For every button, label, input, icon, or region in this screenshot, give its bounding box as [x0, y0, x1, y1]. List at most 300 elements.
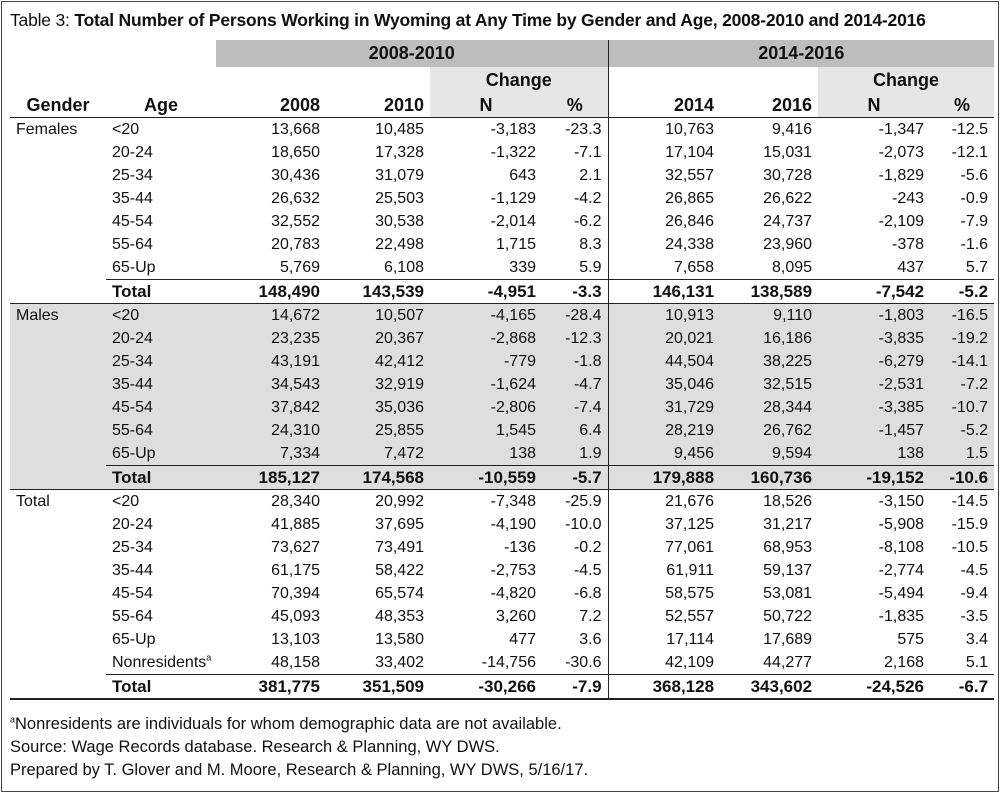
value-cell: 30,436	[271, 167, 320, 184]
value-cell: -10.7	[930, 396, 994, 419]
value-cell: 35,036	[326, 396, 430, 419]
value-cell: -243	[892, 190, 925, 207]
value-cell: 37,125	[665, 516, 715, 533]
value-cell: 6.4	[542, 419, 608, 442]
column-header-2014: 2014	[608, 94, 720, 118]
table-number: Table 3:	[10, 10, 70, 30]
value-cell: 7,472	[326, 442, 430, 466]
total-value-cell: -7,542	[818, 280, 930, 304]
age-cell	[106, 373, 216, 396]
age-cell	[106, 118, 216, 142]
age-label: 35-44	[112, 562, 153, 579]
gender-cell	[10, 210, 106, 233]
value-cell: -3,150	[818, 490, 930, 514]
value-cell: -10.0	[542, 513, 608, 536]
age-label: 55-64	[112, 236, 153, 253]
value-cell: -5.6	[960, 167, 989, 184]
total-value-cell: -6.7	[930, 675, 994, 700]
age-label: 20-24	[112, 330, 153, 347]
value-cell: -2,014	[490, 213, 536, 230]
table-row	[10, 327, 994, 350]
column-header-n: N	[818, 94, 930, 118]
age-label: 55-64	[112, 608, 153, 625]
total-value-cell: 143,539	[326, 280, 430, 304]
value-cell: 32,557	[665, 167, 715, 184]
value-cell: 6,108	[383, 259, 424, 276]
value-cell: -7,348	[430, 490, 542, 514]
total-value-cell: -5.7	[542, 466, 608, 490]
value-cell: -1,835	[878, 608, 925, 625]
age-label: 25-34	[112, 353, 153, 370]
value-cell: 25,503	[375, 190, 424, 207]
source-note: Source: Wage Records database. Research & Planning, WY DWS.	[10, 738, 500, 756]
value-cell: -2,753	[490, 562, 536, 579]
value-cell: 59,137	[763, 562, 813, 579]
value-cell: 33,402	[375, 654, 424, 671]
value-cell: 9,594	[720, 442, 818, 466]
value-cell: -1,129	[490, 190, 536, 207]
gender-cell: Females	[10, 118, 106, 142]
value-cell: 1.5	[930, 442, 994, 466]
age-label: 45-54	[112, 213, 153, 230]
age-label: 45-54	[112, 585, 153, 602]
total-value-cell: 146,131	[608, 280, 720, 304]
value-cell: -3,183	[430, 118, 542, 142]
gender-cell	[10, 256, 106, 280]
value-cell: 20,992	[326, 490, 430, 514]
value-cell: 48,353	[375, 608, 424, 625]
value-cell: 8.3	[542, 233, 608, 256]
total-value-cell: 185,127	[216, 466, 326, 490]
column-header-n: N	[430, 94, 542, 118]
value-cell: -3,835	[818, 327, 930, 350]
footnote-marker: a	[206, 652, 212, 663]
value-cell: 32,515	[720, 373, 818, 396]
table-row	[10, 164, 994, 187]
value-cell: 13,103	[271, 631, 320, 648]
age-label: 55-64	[112, 422, 153, 439]
empty-cell	[10, 466, 106, 490]
gender-cell	[10, 233, 106, 256]
age-cell	[106, 256, 216, 280]
table-row	[10, 141, 994, 164]
value-cell: -1,322	[490, 144, 536, 161]
table-row	[10, 396, 994, 419]
value-cell: -4,190	[490, 516, 536, 533]
value-cell: 437	[897, 259, 925, 276]
value-cell: -779	[430, 350, 542, 373]
value-cell: 5,769	[279, 259, 320, 276]
age-label: 65-Up	[112, 631, 156, 648]
value-cell: 41,885	[271, 516, 320, 533]
age-cell	[106, 327, 216, 350]
age-label: Nonresidents	[112, 654, 207, 671]
value-cell: 61,175	[271, 562, 320, 579]
value-cell: -8,108	[878, 539, 925, 556]
value-cell: 339	[509, 259, 536, 276]
change-header-1: Change	[430, 67, 608, 94]
age-label: <20	[112, 493, 140, 510]
table-row	[10, 118, 994, 142]
total-value-cell: -10,559	[430, 466, 542, 490]
value-cell: 20,367	[326, 327, 430, 350]
value-cell: -4.5	[542, 559, 608, 582]
period-header-2008-2010: 2008-2010	[216, 40, 608, 67]
gender-cell	[10, 373, 106, 396]
value-cell: 3.6	[542, 628, 608, 651]
value-cell: -4.7	[542, 373, 608, 396]
value-cell: 22,498	[375, 236, 424, 253]
period-header-2014-2016: 2014-2016	[608, 40, 994, 67]
prepared-by-note: Prepared by T. Glover and M. Moore, Research & Planning, WY DWS, 5/16/17.	[10, 761, 589, 779]
total-value-cell: 351,509	[326, 675, 430, 700]
value-cell: 58,422	[375, 562, 424, 579]
value-cell: 23,960	[763, 236, 813, 253]
value-cell: 35,046	[608, 373, 720, 396]
gender-cell	[10, 164, 106, 187]
value-cell: 70,394	[271, 585, 320, 602]
value-cell: -12.3	[542, 327, 608, 350]
value-cell: 25,855	[326, 419, 430, 442]
value-cell: 18,526	[720, 490, 818, 514]
value-cell: -12.5	[930, 118, 994, 142]
total-value-cell: -24,526	[818, 675, 930, 700]
value-cell: 77,061	[665, 539, 715, 556]
gender-cell	[10, 628, 106, 651]
value-cell: -1.8	[542, 350, 608, 373]
total-value-cell: 160,736	[720, 466, 818, 490]
value-cell: 24,338	[665, 236, 715, 253]
value-cell: -2,531	[818, 373, 930, 396]
value-cell: 32,919	[326, 373, 430, 396]
age-cell	[106, 513, 216, 536]
footnote-a	[10, 713, 588, 736]
value-cell: -1,347	[818, 118, 930, 142]
table-title-text: Total Number of Persons Working in Wyoming at Any Time by Gender and Age, 2008-2010 and 2014-2016	[74, 10, 926, 30]
age-label: <20	[112, 121, 140, 138]
value-cell: -23.3	[542, 118, 608, 142]
value-cell: -15.9	[951, 516, 989, 533]
age-label: 45-54	[112, 399, 153, 416]
header-spacer	[10, 67, 430, 94]
total-value-cell: 174,568	[326, 466, 430, 490]
value-cell: -0.2	[542, 536, 608, 559]
column-header-2010: 2010	[326, 94, 430, 118]
value-cell: 48,158	[271, 654, 320, 671]
value-cell: 3.4	[965, 631, 989, 648]
value-cell: -7.4	[542, 396, 608, 419]
value-cell: 7,658	[673, 259, 715, 276]
value-cell: 30,728	[763, 167, 813, 184]
value-cell: 10,913	[608, 304, 720, 328]
value-cell: 477	[509, 631, 536, 648]
value-cell: 20,783	[271, 236, 320, 253]
gender-cell: Males	[10, 304, 106, 328]
gender-cell: Total	[10, 490, 106, 514]
age-cell	[106, 233, 216, 256]
age-cell	[106, 628, 216, 651]
change-header-2: Change	[818, 67, 994, 94]
period-header-row	[10, 40, 994, 67]
value-cell: -1,829	[878, 167, 925, 184]
value-cell: 5.1	[965, 654, 989, 671]
age-label: 35-44	[112, 190, 153, 207]
value-cell: 42,412	[326, 350, 430, 373]
value-cell: 14,672	[216, 304, 326, 328]
age-cell	[106, 396, 216, 419]
age-cell	[106, 442, 216, 466]
value-cell: 2,168	[883, 654, 925, 671]
age-label: 25-34	[112, 167, 153, 184]
value-cell: -378	[892, 236, 925, 253]
value-cell: -4,820	[490, 585, 536, 602]
column-header-age: Age	[106, 94, 216, 118]
column-header-pct: %	[542, 94, 608, 118]
age-cell	[106, 187, 216, 210]
age-cell	[106, 536, 216, 559]
value-cell: 30,538	[375, 213, 424, 230]
table-title	[10, 10, 926, 31]
value-cell: -6.8	[542, 582, 608, 605]
value-cell: 7.2	[542, 605, 608, 628]
age-cell	[106, 210, 216, 233]
value-cell: 26,762	[720, 419, 818, 442]
age-label: 20-24	[112, 144, 153, 161]
value-cell: -6,279	[818, 350, 930, 373]
value-cell: 9,456	[608, 442, 720, 466]
total-label: Total	[106, 675, 216, 700]
value-cell: 45,093	[271, 608, 320, 625]
header-spacer	[10, 40, 216, 67]
value-cell: -12.1	[951, 144, 989, 161]
value-cell: -1,457	[818, 419, 930, 442]
value-cell: -10.5	[951, 539, 989, 556]
value-cell: -7.9	[960, 213, 989, 230]
value-cell: 34,543	[216, 373, 326, 396]
value-cell: -14.5	[930, 490, 994, 514]
value-cell: 9,110	[720, 304, 818, 328]
value-cell: 26,846	[665, 213, 715, 230]
gender-cell	[10, 419, 106, 442]
empty-cell	[10, 280, 106, 304]
value-cell: 10,763	[608, 118, 720, 142]
value-cell: 32,552	[271, 213, 320, 230]
footnote-marker: a	[10, 714, 16, 725]
total-value-cell: -7.9	[542, 675, 608, 700]
value-cell: 15,031	[763, 144, 813, 161]
value-cell: 16,186	[720, 327, 818, 350]
value-cell: 13,668	[216, 118, 326, 142]
value-cell: 21,676	[608, 490, 720, 514]
total-row	[10, 675, 994, 700]
value-cell: 31,217	[763, 516, 813, 533]
age-cell	[106, 141, 216, 164]
value-cell: 1,715	[495, 236, 536, 253]
value-cell: -3,385	[818, 396, 930, 419]
total-value-cell: 138,589	[720, 280, 818, 304]
age-label: 65-Up	[112, 445, 156, 462]
data-table	[10, 40, 994, 700]
value-cell: 9,416	[720, 118, 818, 142]
age-label: 35-44	[112, 376, 153, 393]
age-cell	[106, 304, 216, 328]
total-value-cell: 368,128	[608, 675, 720, 700]
header-spacer	[608, 67, 818, 94]
value-cell: 38,225	[720, 350, 818, 373]
value-cell: 65,574	[375, 585, 424, 602]
value-cell: 7,334	[216, 442, 326, 466]
total-value-cell: -30,266	[430, 675, 542, 700]
column-header-pct: %	[930, 94, 994, 118]
age-cell	[106, 559, 216, 582]
value-cell: -30.6	[542, 651, 608, 675]
value-cell: 24,310	[216, 419, 326, 442]
value-cell: 42,109	[665, 654, 715, 671]
value-cell: 2.1	[542, 164, 608, 187]
table-row	[10, 210, 994, 233]
gender-cell	[10, 513, 106, 536]
gender-cell	[10, 442, 106, 466]
table-row	[10, 536, 994, 559]
table-row	[10, 651, 994, 675]
table-row	[10, 350, 994, 373]
value-cell: -5,908	[878, 516, 925, 533]
table-frame	[1, 1, 999, 792]
value-cell: -2,806	[430, 396, 542, 419]
value-cell: 5.9	[542, 256, 608, 280]
value-cell: -25.9	[542, 490, 608, 514]
value-cell: -4.2	[542, 187, 608, 210]
value-cell: 28,340	[216, 490, 326, 514]
value-cell: 17,114	[666, 631, 715, 648]
gender-cell	[10, 559, 106, 582]
gender-cell	[10, 350, 106, 373]
column-header-2008: 2008	[216, 94, 326, 118]
value-cell: 8,095	[771, 259, 813, 276]
value-cell: -5.2	[930, 419, 994, 442]
table-row	[10, 304, 994, 328]
total-value-cell: 381,775	[216, 675, 326, 700]
value-cell: 28,219	[608, 419, 720, 442]
value-cell: 1,545	[430, 419, 542, 442]
total-value-cell: -10.6	[930, 466, 994, 490]
total-value-cell: -5.2	[930, 280, 994, 304]
value-cell: 3,260	[495, 608, 536, 625]
total-value-cell: 343,602	[720, 675, 818, 700]
gender-cell	[10, 651, 106, 675]
age-label: 65-Up	[112, 259, 156, 276]
table-row	[10, 442, 994, 466]
value-cell: 31,729	[608, 396, 720, 419]
total-label: Total	[106, 280, 216, 304]
table-row	[10, 490, 994, 514]
value-cell: -7.1	[542, 141, 608, 164]
value-cell: 73,627	[271, 539, 320, 556]
table-row	[10, 628, 994, 651]
table-row	[10, 187, 994, 210]
value-cell: -1,803	[818, 304, 930, 328]
age-label: 20-24	[112, 516, 153, 533]
value-cell: 37,842	[216, 396, 326, 419]
value-cell: 53,081	[763, 585, 813, 602]
value-cell: 50,722	[763, 608, 813, 625]
gender-cell	[10, 605, 106, 628]
value-cell: -6.2	[542, 210, 608, 233]
gender-cell	[10, 187, 106, 210]
value-cell: -2,073	[878, 144, 925, 161]
value-cell: 37,695	[375, 516, 424, 533]
value-cell: -2,774	[878, 562, 925, 579]
value-cell: -136	[503, 539, 536, 556]
value-cell: 138	[430, 442, 542, 466]
value-cell: -1,624	[430, 373, 542, 396]
value-cell: -4.5	[960, 562, 989, 579]
total-value-cell: 148,490	[216, 280, 326, 304]
value-cell: -4,165	[430, 304, 542, 328]
value-cell: 23,235	[216, 327, 326, 350]
column-header-2016: 2016	[720, 94, 818, 118]
age-cell	[106, 490, 216, 514]
gender-cell	[10, 582, 106, 605]
value-cell: 31,079	[375, 167, 424, 184]
value-cell: -2,109	[878, 213, 925, 230]
age-cell	[106, 605, 216, 628]
age-label: <20	[112, 307, 140, 324]
footnotes	[10, 713, 588, 782]
gender-cell	[10, 396, 106, 419]
table-row	[10, 256, 994, 280]
table-body	[10, 118, 994, 700]
table-row	[10, 419, 994, 442]
table-row	[10, 233, 994, 256]
age-cell	[106, 419, 216, 442]
change-header-row	[10, 67, 994, 94]
value-cell: 20,021	[608, 327, 720, 350]
value-cell: 26,622	[763, 190, 813, 207]
gender-cell	[10, 141, 106, 164]
value-cell: 17,104	[665, 144, 715, 161]
value-cell: -16.5	[930, 304, 994, 328]
value-cell: -2,868	[430, 327, 542, 350]
value-cell: 17,689	[763, 631, 813, 648]
total-value-cell: 179,888	[608, 466, 720, 490]
value-cell: 43,191	[216, 350, 326, 373]
value-cell: 61,911	[666, 562, 715, 579]
total-value-cell: -3.3	[542, 280, 608, 304]
value-cell: 10,507	[326, 304, 430, 328]
column-header-row	[10, 94, 994, 118]
value-cell: -5,494	[878, 585, 925, 602]
table-row	[10, 559, 994, 582]
table-row	[10, 373, 994, 396]
value-cell: 17,328	[375, 144, 424, 161]
value-cell: 44,277	[763, 654, 813, 671]
value-cell: 58,575	[665, 585, 715, 602]
age-cell	[106, 651, 216, 675]
value-cell: 26,632	[271, 190, 320, 207]
gender-cell	[10, 327, 106, 350]
value-cell: 1.9	[542, 442, 608, 466]
gender-cell	[10, 536, 106, 559]
value-cell: 13,580	[375, 631, 424, 648]
age-cell	[106, 582, 216, 605]
age-cell	[106, 350, 216, 373]
value-cell: 73,491	[375, 539, 424, 556]
table-row	[10, 582, 994, 605]
total-row	[10, 466, 994, 490]
total-value-cell: -4,951	[430, 280, 542, 304]
value-cell: 28,344	[720, 396, 818, 419]
